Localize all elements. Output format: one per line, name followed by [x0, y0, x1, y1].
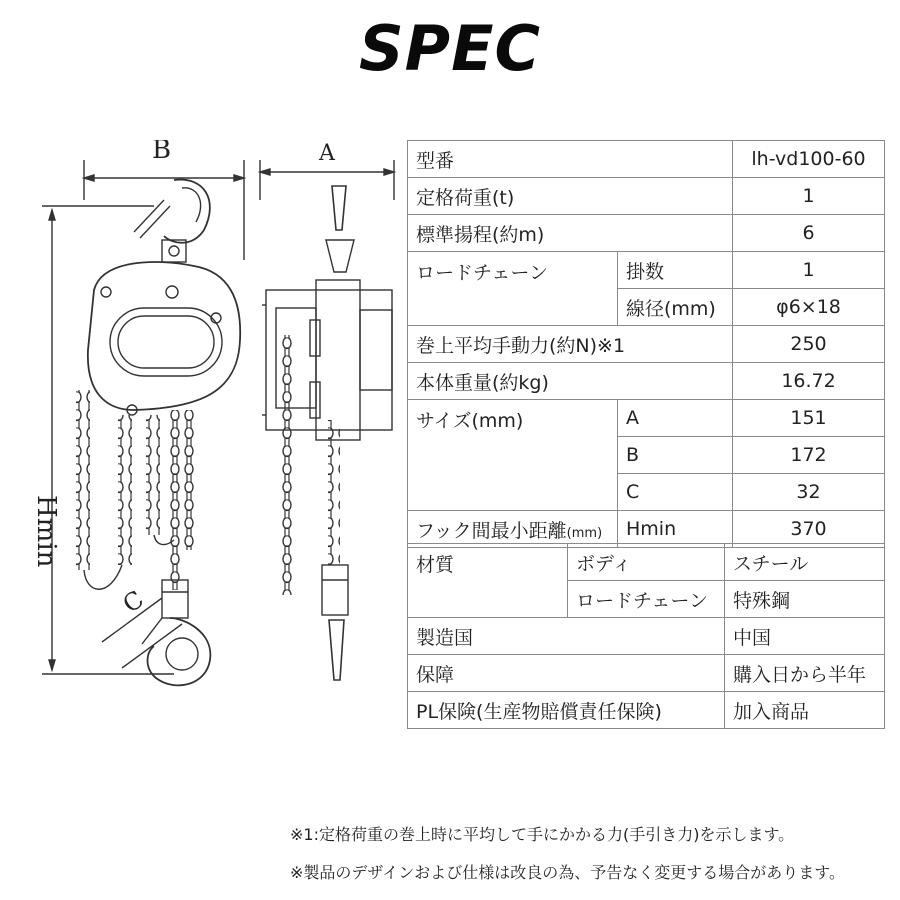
table-row	[408, 252, 885, 289]
table-row	[408, 618, 885, 655]
size-c-value: 32	[733, 474, 885, 511]
size-b-value: 172	[733, 437, 885, 474]
dimension-hmin-label: Hmin	[31, 495, 61, 568]
net-weight-label: 本体重量(約kg)	[408, 363, 733, 400]
size-c-label: C	[618, 474, 733, 511]
lift-value: 6	[733, 215, 885, 252]
table-row	[408, 544, 885, 581]
hmin-value: 370	[733, 511, 885, 548]
table-row	[408, 363, 885, 400]
table-row	[408, 141, 885, 178]
model-label: 型番	[408, 141, 733, 178]
spec-table-2	[407, 543, 885, 729]
warranty-label: 保障	[408, 655, 725, 692]
hook-distance-label	[408, 511, 618, 548]
size-label: サイズ(mm)	[408, 400, 618, 511]
size-b-label: B	[618, 437, 733, 474]
footnote-2: ※製品のデザインおよび仕様は改良の為、予告なく変更する場合があります。	[290, 863, 846, 882]
dimension-a-label: A	[319, 141, 335, 166]
hook-distance-text: フック間最小距離	[416, 519, 567, 542]
size-a-value: 151	[733, 400, 885, 437]
warranty-value: 購入日から半年	[725, 655, 885, 692]
size-a-label: A	[618, 400, 733, 437]
chain-material-value: 特殊鋼	[725, 581, 885, 618]
page-title: SPEC	[359, 12, 541, 85]
material-label: 材質	[408, 544, 568, 618]
body-value: スチール	[725, 544, 885, 581]
falls-label: 掛数	[618, 252, 733, 289]
hook-distance-unit: (mm)	[566, 525, 603, 541]
table-row	[408, 400, 885, 437]
table-row	[408, 655, 885, 692]
chain-material-label: ロードチェーン	[568, 581, 725, 618]
table-row	[408, 326, 885, 363]
pull-force-value: 250	[733, 326, 885, 363]
table-row	[408, 692, 885, 729]
footnote-1: ※1:定格荷重の巻上時に平均して手にかかる力(手引き力)を示します。	[290, 825, 795, 844]
chain-hoist-drawing	[14, 140, 399, 700]
dimension-b-label: B	[152, 140, 172, 165]
diameter-label: 線径(mm)	[618, 289, 733, 326]
hmin-label: Hmin	[618, 511, 733, 548]
table-row	[408, 215, 885, 252]
table-row	[408, 178, 885, 215]
rated-load-label: 定格荷重(t)	[408, 178, 733, 215]
diameter-value: φ6×18	[733, 289, 885, 326]
load-chain-label: ロードチェーン	[408, 252, 618, 326]
spec-table	[407, 140, 885, 548]
origin-label: 製造国	[408, 618, 725, 655]
falls-value: 1	[733, 252, 885, 289]
pl-insurance-label: PL保険(生産物賠償責任保険)	[408, 692, 725, 729]
net-weight-value: 16.72	[733, 363, 885, 400]
origin-value: 中国	[725, 618, 885, 655]
dimension-c-label: C	[117, 585, 149, 619]
table-row	[408, 511, 885, 548]
pl-insurance-value: 加入商品	[725, 692, 885, 729]
body-label: ボディ	[568, 544, 725, 581]
pull-force-label: 巻上平均手動力(約N)※1	[408, 326, 733, 363]
rated-load-value: 1	[733, 178, 885, 215]
model-value: lh-vd100-60	[733, 141, 885, 178]
lift-label: 標準揚程(約m)	[408, 215, 733, 252]
